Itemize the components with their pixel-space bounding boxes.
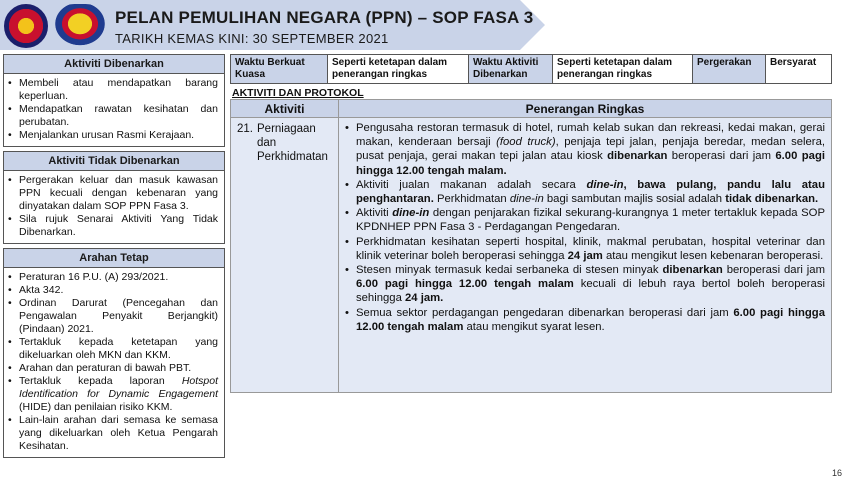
not-allowed-section [3,151,225,244]
allowed-heading: Aktiviti Dibenarkan [3,54,225,74]
coat-of-arms-logo [52,4,108,48]
description-cell [339,118,831,392]
not-allowed-item: • Sila rujuk Senarai Aktiviti Yang Tidak Dibenarkan. [8,213,218,239]
strip-value-movement: Bersyarat [765,54,832,84]
section-label: AKTIVITI DAN PROTOKOL [232,87,364,99]
activity-number: 21. [237,123,253,135]
allowed-item: • Mendapatkan rawatan kesihatan dan perubatan. [8,103,218,129]
column-header-activity: Aktiviti [231,100,339,117]
description-bullet: • Perkhidmatan kesihatan seperti hospital, klinik, makmal perubatan, hospital veterinar dan klinik veterinar boleh beroperasi sehingga 24 jam atau mengikut lesen kebenaran beroperasi. [343,235,825,263]
standing-order-item: • Tertakluk kepada ketetapan yang dikeluarkan oleh MKN dan KKM. [8,336,218,362]
column-header-description: Penerangan Ringkas [525,102,645,116]
allowed-section [3,54,225,147]
operating-hours-strip [230,54,832,84]
standing-order-item: • Peraturan 16 P.U. (A) 293/2021. [8,271,218,284]
standing-orders-section [3,248,225,458]
standing-order-item: • Arahan dan peraturan di bawah PBT. [8,362,218,375]
strip-value-activity-hours: Seperti ketetapan dalam penerangan ringkas [552,54,692,84]
description-bullet: • Aktiviti jualan makanan adalah secara dine-in, bawa pulang, pandu lalu atau penghantaran. Perkhidmatan dine-in bagi sambutan majlis sosial adalah tidak dibenarkan. [343,178,825,206]
standing-order-item: • Lain-lain arahan dari semasa ke semasa yang dikeluarkan oleh Ketua Pengarah Kesihatan. [8,414,218,453]
strip-label-activity-hours: Waktu Aktiviti Dibenarkan [468,54,552,84]
description-bullet: • Aktiviti dine-in dengan penjarakan fizikal sekurang-kurangnya 1 meter tertakluk kepada SOP KPDNHEP PPN Fasa 3 - Perdagangan Pengedaran. [343,206,825,234]
left-panel [3,54,225,478]
activity-table [230,99,832,393]
activity-cell [231,118,339,392]
header-banner [0,0,850,50]
strip-label-movement: Pergerakan [692,54,765,84]
strip-label-effective: Waktu Berkuat Kuasa [230,54,327,84]
allowed-item: • Membeli atau mendapatkan barang keperluan. [8,77,218,103]
table-row [231,118,831,392]
standing-orders-heading: Arahan Tetap [3,248,225,268]
standing-order-item: • Ordinan Darurat (Pencegahan dan Pengawalan Penyakit Berjangkit) (Pindaan) 2021. [8,297,218,336]
standing-order-hotspot: • Tertakluk kepada laporan Hotspot Identification for Dynamic Engagement (HIDE) dan penilaian risiko KKM. [8,375,218,414]
description-bullet: • Semua sektor perdagangan pengedaran dibenarkan beroperasi dari jam 6.00 pagi hingga 12.00 tengah malam atau mengikut syarat lesen. [343,306,825,334]
allowed-item: • Menjalankan urusan Rasmi Kerajaan. [8,129,218,142]
standing-order-item: • Akta 342. [8,284,218,297]
description-bullet: • Pengusaha restoran termasuk di hotel, rumah kelab sukan dan rekreasi, kedai makan, gerai makan, kenderaan bersaji (food truck), penjaja tepi jalan, penjaja beredar, medan selera, pusat penjaja, gerai makan tepi jalan atau kiosk dibenarkan beroperasi dari jam 6.00 pagi hingga 12.00 tengah malam. [343,121,825,178]
not-allowed-heading: Aktiviti Tidak Dibenarkan [3,151,225,171]
update-date: TARIKH KEMAS KINI: 30 SEPTEMBER 2021 [115,31,389,46]
strip-value-effective: Seperti ketetapan dalam penerangan ringkas [327,54,468,84]
page-number: 16 [831,468,842,478]
table-header [231,100,831,118]
page-title: PELAN PEMULIHAN NEGARA (PPN) – SOP FASA 3 [115,8,534,27]
description-bullet: • Stesen minyak termasuk kedai serbaneka di stesen minyak dibenarkan beroperasi dari jam 6.00 pagi hingga 12.00 tengah malam kecuali di lebuh raya bertol boleh beroperasi sehingga 24 jam. [343,263,825,306]
mkn-logo [4,4,48,48]
activity-name: Perniagaan dan Perkhidmatan [257,123,328,163]
not-allowed-item: • Pergerakan keluar dan masuk kawasan PPN kecuali dengan kebenaran yang dinyatakan dalam SOP PPN Fasa 3. [8,174,218,213]
